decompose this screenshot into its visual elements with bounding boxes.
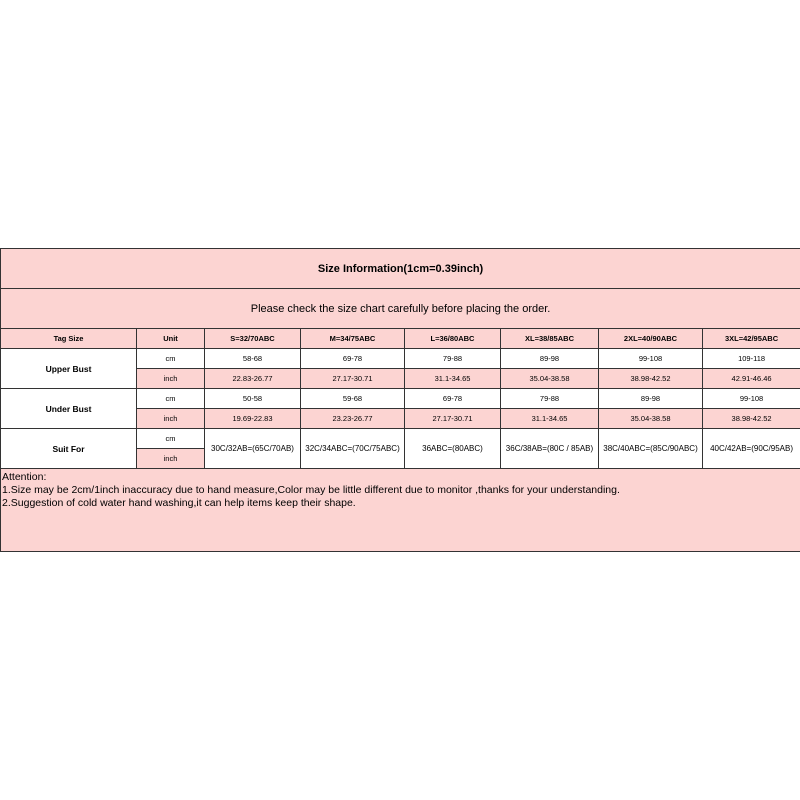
- table-cell: 109-118: [703, 349, 800, 369]
- table-cell: 99-108: [703, 389, 800, 409]
- table-cell: 35.04-38.58: [501, 369, 599, 389]
- unit-cm: cm: [137, 429, 205, 449]
- table-cell: 69-78: [405, 389, 501, 409]
- unit-inch: inch: [137, 409, 205, 429]
- row-label-upper-bust: Upper Bust: [1, 349, 137, 389]
- unit-cm: cm: [137, 389, 205, 409]
- unit-cm: cm: [137, 349, 205, 369]
- chart-title: Size Information(1cm=0.39inch): [1, 249, 800, 289]
- chart-subtitle: Please check the size chart carefully before placing the order.: [1, 289, 800, 329]
- table-cell: 38.98-42.52: [599, 369, 703, 389]
- header-size-3xl: 3XL=42/95ABC: [703, 329, 800, 349]
- attention-heading: Attention:: [2, 471, 47, 483]
- table-cell: 69-78: [301, 349, 405, 369]
- table-cell: 89-98: [501, 349, 599, 369]
- table-cell: 99-108: [599, 349, 703, 369]
- table-cell: 31.1-34.65: [405, 369, 501, 389]
- header-size-l: L=36/80ABC: [405, 329, 501, 349]
- table-cell: 31.1-34.65: [501, 409, 599, 429]
- table-cell: 50-58: [205, 389, 301, 409]
- table-cell: 23.23-26.77: [301, 409, 405, 429]
- table-cell: 19.69-22.83: [205, 409, 301, 429]
- table-cell: 38C/40ABC=(85C/90ABC): [599, 429, 703, 469]
- table-cell: 40C/42AB=(90C/95AB): [703, 429, 800, 469]
- size-table: [0, 248, 800, 552]
- table-cell: 27.17-30.71: [301, 369, 405, 389]
- size-chart: [0, 248, 800, 552]
- table-cell: 58-68: [205, 349, 301, 369]
- unit-inch: inch: [137, 449, 205, 469]
- header-tag-size: Tag Size: [1, 329, 137, 349]
- table-cell: 79-88: [405, 349, 501, 369]
- attention-notes: [1, 469, 800, 552]
- table-cell: 36ABC=(80ABC): [405, 429, 501, 469]
- header-row: [1, 329, 800, 349]
- table-cell: 27.17-30.71: [405, 409, 501, 429]
- row-label-under-bust: Under Bust: [1, 389, 137, 429]
- unit-inch: inch: [137, 369, 205, 389]
- table-cell: 36C/38AB=(80C / 85AB): [501, 429, 599, 469]
- table-cell: 22.83-26.77: [205, 369, 301, 389]
- header-size-2xl: 2XL=40/90ABC: [599, 329, 703, 349]
- table-row: [1, 349, 800, 369]
- table-cell: 30C/32AB=(65C/70AB): [205, 429, 301, 469]
- table-cell: 79-88: [501, 389, 599, 409]
- table-cell: 59-68: [301, 389, 405, 409]
- attention-line-1: 1.Size may be 2cm/1inch inaccuracy due to hand measure,Color may be little different due to monitor ,thanks for your understanding.: [2, 484, 620, 496]
- attention-line-2: 2.Suggestion of cold water hand washing,it can help items keep their shape.: [2, 497, 356, 509]
- header-size-s: S=32/70ABC: [205, 329, 301, 349]
- table-cell: 38.98-42.52: [703, 409, 800, 429]
- table-row: [1, 429, 800, 449]
- table-row: [1, 389, 800, 409]
- header-size-xl: XL=38/85ABC: [501, 329, 599, 349]
- header-size-m: M=34/75ABC: [301, 329, 405, 349]
- table-cell: 32C/34ABC=(70C/75ABC): [301, 429, 405, 469]
- header-unit: Unit: [137, 329, 205, 349]
- row-label-suit-for: Suit For: [1, 429, 137, 469]
- table-cell: 35.04-38.58: [599, 409, 703, 429]
- table-cell: 42.91-46.46: [703, 369, 800, 389]
- table-cell: 89-98: [599, 389, 703, 409]
